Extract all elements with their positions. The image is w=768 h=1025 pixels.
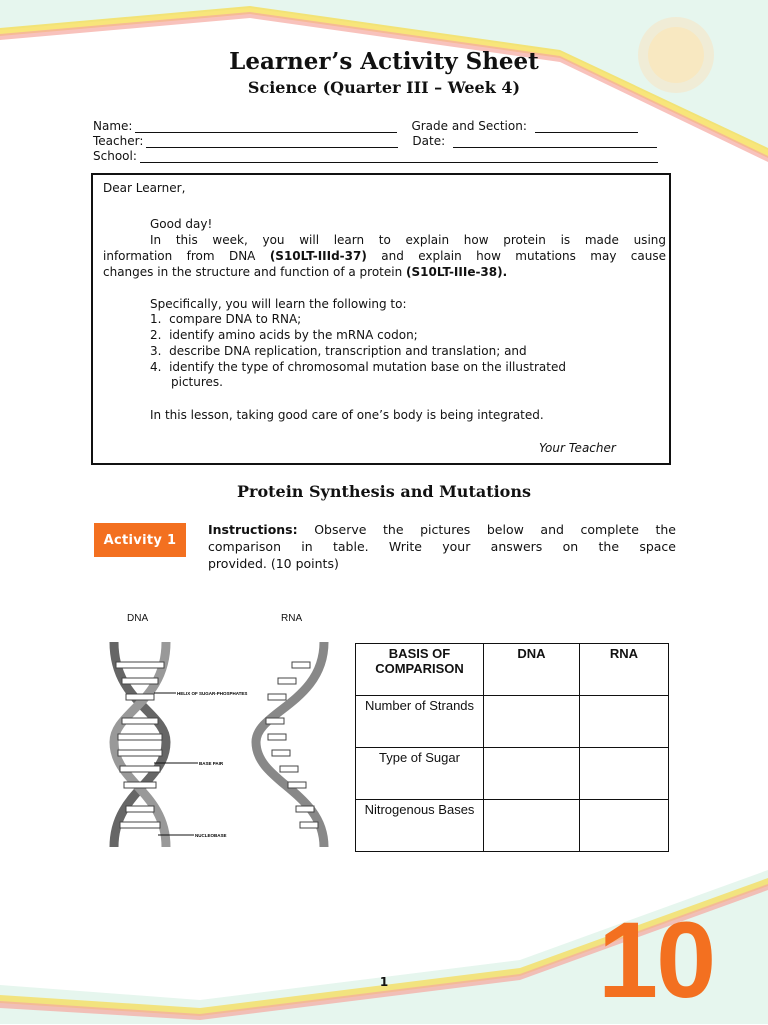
grade-level-number: 10 [598, 899, 715, 1020]
page-number: 1 [379, 975, 389, 989]
header-basis: BASIS OF COMPARISON [356, 644, 484, 696]
name-label: Name: [93, 119, 133, 133]
letter-para-line-3: changes in the structure and function of a protein (S10LT-IIIe-38). [103, 265, 508, 279]
competency-code-1: (S10LT-IIId-37) [269, 249, 367, 263]
row-label: Nitrogenous Bases [356, 800, 484, 852]
nucleobase-callout: NUCLEOBASE [195, 833, 227, 838]
page-title: Learner’s Activity Sheet [229, 48, 539, 75]
teacher-date-row [93, 134, 657, 148]
row-label: Number of Strands [356, 696, 484, 748]
section-title: Protein Synthesis and Mutations [237, 482, 531, 501]
helix-callout: HELIX OF SUGAR-PHOSPHATES [177, 691, 248, 696]
objective-item: 4. identify the type of chromosomal mutation base on the illustrated [150, 360, 566, 374]
instructions-line-2: comparison in table. Write your answers on the space [208, 539, 676, 554]
rna-answer-cell[interactable] [580, 696, 669, 748]
dna-rna-illustration [96, 632, 346, 852]
objective-item: 2. identify amino acids by the mRNA codon; [150, 328, 418, 342]
school-field[interactable] [140, 151, 658, 163]
letter-para-line-2: information from DNA (S10LT-IIId-37) and explain how mutations may cause [103, 249, 667, 263]
letter-specific-intro: Specifically, you will learn the following to: [150, 297, 407, 311]
activity-instructions [208, 521, 676, 572]
teacher-field[interactable] [146, 136, 398, 148]
letter-integration: In this lesson, taking good care of one’s body is being integrated. [150, 408, 544, 422]
date-label: Date: [412, 134, 446, 148]
table-row [356, 696, 669, 748]
school-label: School: [93, 149, 137, 163]
competency-code-2: (S10LT-IIIe-38). [406, 265, 508, 279]
instructions-line-1: Instructions: Observe the pictures below and complete the [208, 522, 676, 537]
activity-badge: Activity 1 [94, 523, 186, 557]
header-dna: DNA [484, 644, 580, 696]
objective-item-continued: pictures. [171, 375, 223, 389]
instructions-label: Instructions: [208, 522, 298, 537]
rna-answer-cell[interactable] [580, 800, 669, 852]
table-row [356, 748, 669, 800]
header-rna: RNA [580, 644, 669, 696]
name-grade-row [93, 119, 638, 133]
school-row [93, 149, 658, 163]
table-header-row [356, 644, 669, 696]
letter-signature: Your Teacher [539, 441, 616, 455]
letter-greeting: Dear Learner, [103, 181, 186, 195]
page-subtitle: Science (Quarter III – Week 4) [247, 78, 521, 97]
objective-item: 3. describe DNA replication, transcription and translation; and [150, 344, 527, 358]
grade-section-field[interactable] [535, 121, 638, 133]
rna-figure-label: RNA [281, 613, 303, 624]
dna-answer-cell[interactable] [484, 800, 580, 852]
grade-section-label: Grade and Section: [411, 119, 527, 133]
dna-answer-cell[interactable] [484, 696, 580, 748]
row-label: Type of Sugar [356, 748, 484, 800]
table-row [356, 800, 669, 852]
teacher-label: Teacher: [93, 134, 144, 148]
name-field[interactable] [135, 121, 397, 133]
comparison-table [355, 643, 669, 852]
date-field[interactable] [453, 136, 657, 148]
letter-good-day: Good day! [150, 217, 213, 231]
instructions-line-3: provided. (10 points) [208, 556, 339, 571]
objective-item: 1. compare DNA to RNA; [150, 312, 302, 326]
letter-para-line-1: In this week, you will learn to explain how protein is made using [150, 233, 666, 247]
dna-answer-cell[interactable] [484, 748, 580, 800]
dna-figure-label: DNA [127, 613, 149, 624]
base-pair-callout: BASE PAIR [199, 761, 224, 766]
rna-answer-cell[interactable] [580, 748, 669, 800]
letter-box [91, 173, 671, 465]
